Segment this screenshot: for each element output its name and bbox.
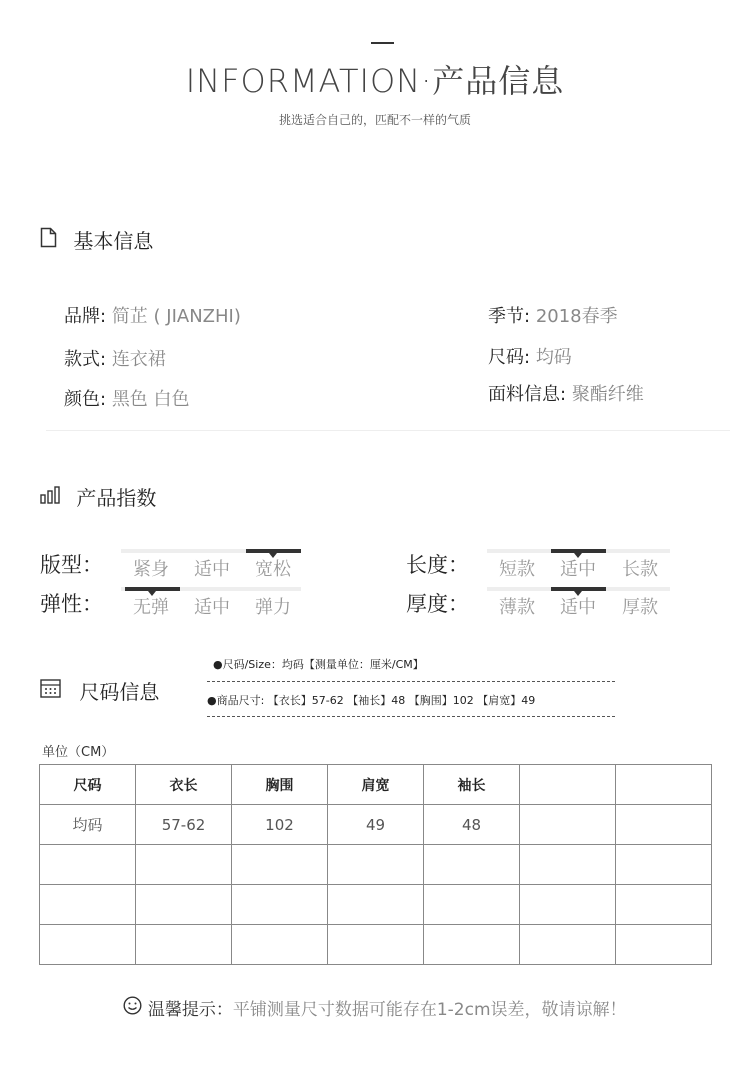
- table-header-cell: 袖长: [424, 765, 520, 805]
- page-title: INFORMATION·产品信息: [185, 62, 565, 100]
- table-header-cell: [520, 765, 616, 805]
- fabric-field: 面料信息: 聚酯纤维: [488, 384, 644, 405]
- fit-option-2: 适中: [194, 559, 230, 580]
- elasticity-option-3: 弹力: [255, 597, 291, 618]
- table-cell: [40, 885, 136, 925]
- table-header-cell: 肩宽: [328, 765, 424, 805]
- table-header-cell: 胸围: [232, 765, 328, 805]
- elasticity-option-2: 适中: [194, 597, 230, 618]
- table-cell: [328, 845, 424, 885]
- document-icon: [40, 227, 57, 253]
- table-cell: [616, 805, 712, 845]
- length-option-2: 适中: [560, 559, 596, 580]
- table-cell: 57-62: [136, 805, 232, 845]
- table-cell: [136, 845, 232, 885]
- fit-label: 版型：: [40, 553, 103, 577]
- basic-info-heading: 基本信息: [40, 225, 153, 254]
- table-row: [40, 805, 712, 845]
- table-row: [40, 845, 712, 885]
- table-header-cell: 衣长: [136, 765, 232, 805]
- style-field: 款式: 连衣裙: [64, 349, 166, 370]
- table-header-row: [40, 765, 712, 805]
- table-cell: [520, 885, 616, 925]
- table-cell: [40, 925, 136, 965]
- thickness-option-3: 厚款: [622, 597, 658, 618]
- size-note-2: ●商品尺寸: 【衣长】57-62 【袖长】48 【胸围】102 【肩宽】49: [207, 694, 536, 707]
- table-cell: [40, 845, 136, 885]
- length-option-1: 短款: [499, 559, 535, 580]
- thickness-label: 厚度：: [406, 592, 469, 616]
- bar-chart-icon: [40, 485, 62, 509]
- table-cell: [136, 925, 232, 965]
- table-cell: [232, 845, 328, 885]
- size-note-1: ●尺码/Size：均码【测量单位：厘米/CM】: [213, 658, 424, 671]
- table-cell: 102: [232, 805, 328, 845]
- table-cell: [328, 885, 424, 925]
- table-cell: [232, 885, 328, 925]
- table-cell: [424, 845, 520, 885]
- unit-label: 单位（CM）: [42, 745, 115, 760]
- table-cell: 48: [424, 805, 520, 845]
- table-cell: [424, 885, 520, 925]
- brand-field: 品牌: 简芷 ( JIANZHI): [64, 306, 241, 327]
- length-label: 长度：: [406, 553, 469, 577]
- table-cell: [328, 925, 424, 965]
- thickness-option-2: 适中: [560, 597, 596, 618]
- table-cell: [136, 885, 232, 925]
- note-divider-1: [207, 681, 615, 682]
- table-row: [40, 885, 712, 925]
- table-cell: [520, 845, 616, 885]
- length-option-3: 长款: [622, 559, 658, 580]
- note-divider-2: [207, 716, 615, 717]
- table-header-cell: [616, 765, 712, 805]
- table-cell: 49: [328, 805, 424, 845]
- table-cell: 均码: [40, 805, 136, 845]
- fit-option-1: 紧身: [133, 559, 169, 580]
- page-subtitle: 挑选适合自己的，匹配不一样的气质: [278, 113, 471, 127]
- table-cell: [616, 925, 712, 965]
- size-field: 尺码: 均码: [488, 347, 572, 368]
- elasticity-option-1: 无弹: [133, 597, 169, 618]
- table-cell: [520, 805, 616, 845]
- section-divider: [46, 430, 730, 431]
- table-cell: [616, 845, 712, 885]
- measurement-tip: 温馨提示：平铺测量尺寸数据可能存在1-2cm误差，敬请谅解！: [0, 995, 750, 1020]
- table-cell: [232, 925, 328, 965]
- table-header-cell: 尺码: [40, 765, 136, 805]
- smiley-icon: [123, 996, 142, 1020]
- table-cell: [424, 925, 520, 965]
- size-info-heading: 尺码信息: [40, 676, 159, 705]
- elasticity-label: 弹性：: [40, 592, 103, 616]
- size-table: [39, 764, 712, 965]
- table-row: [40, 925, 712, 965]
- season-field: 季节: 2018春季: [488, 306, 618, 327]
- thickness-option-1: 薄款: [499, 597, 535, 618]
- title-decoration-bar: [371, 42, 394, 44]
- table-cell: [616, 885, 712, 925]
- grid-icon: [40, 679, 61, 703]
- color-field: 颜色: 黑色 白色: [64, 389, 190, 410]
- fit-option-3: 宽松: [255, 559, 291, 580]
- product-index-heading: 产品指数: [40, 482, 156, 511]
- table-cell: [520, 925, 616, 965]
